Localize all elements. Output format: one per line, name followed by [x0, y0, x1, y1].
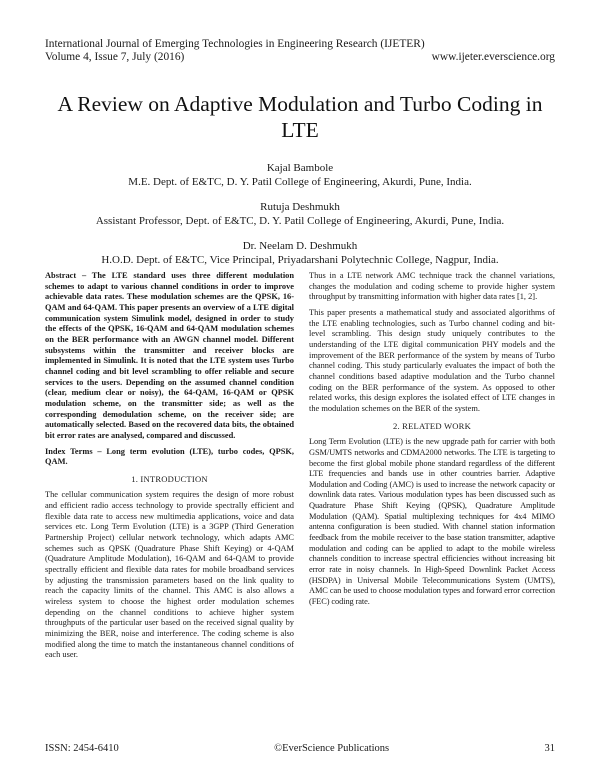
- index-terms: Index Terms – Long term evolution (LTE), turbo codes, QPSK, QAM.: [45, 446, 294, 467]
- author-block: [30, 239, 570, 267]
- author-block: [30, 200, 570, 228]
- footer-publisher: ©EverScience Publications: [274, 743, 390, 754]
- author-name: Dr. Neelam D. Deshmukh: [242, 240, 358, 252]
- introduction-text: The cellular communication system requires the design of more robust and efficient radio access technology to provide spectrally efficient and flexible data rate to access new multimedia applications, voice and data services etc. Long Term Evolution (LTE) is a 3GPP (Third Generation Partnership Project) cellular network technology, which adapts AMC schemes such as QPSK (Quadrature Phase Shift Keying) or 4-QAM (Quadrature Amplitude Modulation), 16-QAM and 64-QAM to provide spectrally efficient and flexible data rates for mobile broadband services by adjusting the transmission parameters based on the link quality to reach the capacity limits of the channel. This AMC is also allows a wireless system to choose the highest order modulation schemes depending on the channel conditions to achieve higher system throughputs of the particular user based on the received signal quality by minimizing the BER, noise and interference. The coding scheme is also modified along the time to match the instantaneous channel conditions of each user.: [45, 490, 294, 660]
- paragraph: Thus in a LTE network AMC technique track the channel variations, changes the modulation and coding scheme to provide higher system throughput by transmitting information with higher data rates [1, 2].: [309, 271, 555, 302]
- author-affiliation: Assistant Professor, Dept. of E&TC, D. Y. Patil College of Engineering, Akurdi, Pune, India.: [95, 215, 505, 227]
- abstract: Abstract – The LTE standard uses three different modulation schemes to adapt to various channel conditions in order to improve achievable data rates. These modulation schemes are the QPSK, 16-QAM and 64-QAM. This paper presents an overview of a LTE digital communication system Simulink model, designed in order to study the effects of the QPSK, 16-QAM and 64-QAM modulation schemes on the BER performance with an AWGN channel model. Different subsystems within the transmitter and receiver blocks are implemented in Simulink. It is noted that the LTE system uses Turbo channel coding and bit level scrambling to offer reliable and secure services to the users. Depending on the assumed channel condition (clear, medium clear or noisy), the 64-QAM, 16-QAM or QPSK modulation scheme, on the transmitter side; as well as the corresponding demodulation scheme, on the receiver side; are automatically selected. Based on the recovered data bits, the obtained bit error rates are analysed, compared and discussed.: [45, 271, 294, 440]
- journal-name: International Journal of Emerging Technologies in Engineering Research (IJETER): [45, 38, 425, 50]
- page-footer: [45, 743, 555, 754]
- journal-website: www.ijeter.everscience.org: [431, 51, 555, 63]
- author-affiliation: M.E. Dept. of E&TC, D. Y. Patil College of Engineering, Akurdi, Pune, India.: [128, 176, 472, 188]
- author-affiliation: H.O.D. Dept. of E&TC, Vice Principal, Priyadarshani Polytechnic College, Nagpur, India.: [101, 254, 499, 266]
- journal-volume: Volume 4, Issue 7, July (2016): [45, 51, 185, 63]
- page-number: 31: [544, 743, 555, 754]
- section-heading-related-work: 2. RELATED WORK: [392, 420, 472, 431]
- author-name: Rutuja Deshmukh: [260, 201, 340, 213]
- section-heading-introduction: 1. INTRODUCTION: [131, 473, 208, 484]
- paper-title: A Review on Adaptive Modulation and Turbo Coding in LTE: [57, 92, 543, 142]
- author-block: [30, 161, 570, 189]
- right-column: [309, 271, 555, 613]
- paragraph: This paper presents a mathematical study and associated algorithms of the LTE enabling technologies, such as Turbo channel coding and bit-level scrambling. This design study uniquely contributes to the understanding of the LTE digital communication PHY models and the improvement of the BER performance of the system by means of Turbo channel coding. This study particularly evaluates the impact of both the channel conditions based adaptive modulation and the Turbo channel coding on the BER performance of the system. As opposed to other related works, this design explores the isolated effect of LTE changes in the modulation schemes on the BER of the system.: [309, 307, 555, 413]
- related-work-text: Long Term Evolution (LTE) is the new upgrade path for carrier with both GSM/UMTS networks and CDMA2000 networks. The LTE is targeting to become the first global mobile phone standard regardless of the different LTE frequencies and bands use in other countries barrier. Adaptive Modulation and Coding (AMC) is used to increase the network capacity or downlink data rates. Various modulation types has been discussed such as Quadrature Phase Shift Keying (QPSK), Quadrature Amplitude Modulation (QAM). Spatial multiplexing techniques for 4x4 MIMO antenna configuration is been studied. With channel station information feedback from the mobile receiver to the base station transmitter, adaptive modulation and coding can be applied to adapt to the mobile wireless channels condition to increase spectral efficiencies without increasing bit error rate in noisy channels. In High-Speed Downlink Packet Access (HSDPA) in Universal Mobile Telecommunications System (UMTS), AMC can be used to choose modulation types and forward error correction (FEC) coding rate.: [309, 437, 555, 607]
- journal-header: [45, 38, 555, 64]
- author-name: Kajal Bambole: [266, 162, 334, 174]
- footer-issn: ISSN: 2454-6410: [45, 743, 119, 754]
- left-column: [45, 271, 294, 666]
